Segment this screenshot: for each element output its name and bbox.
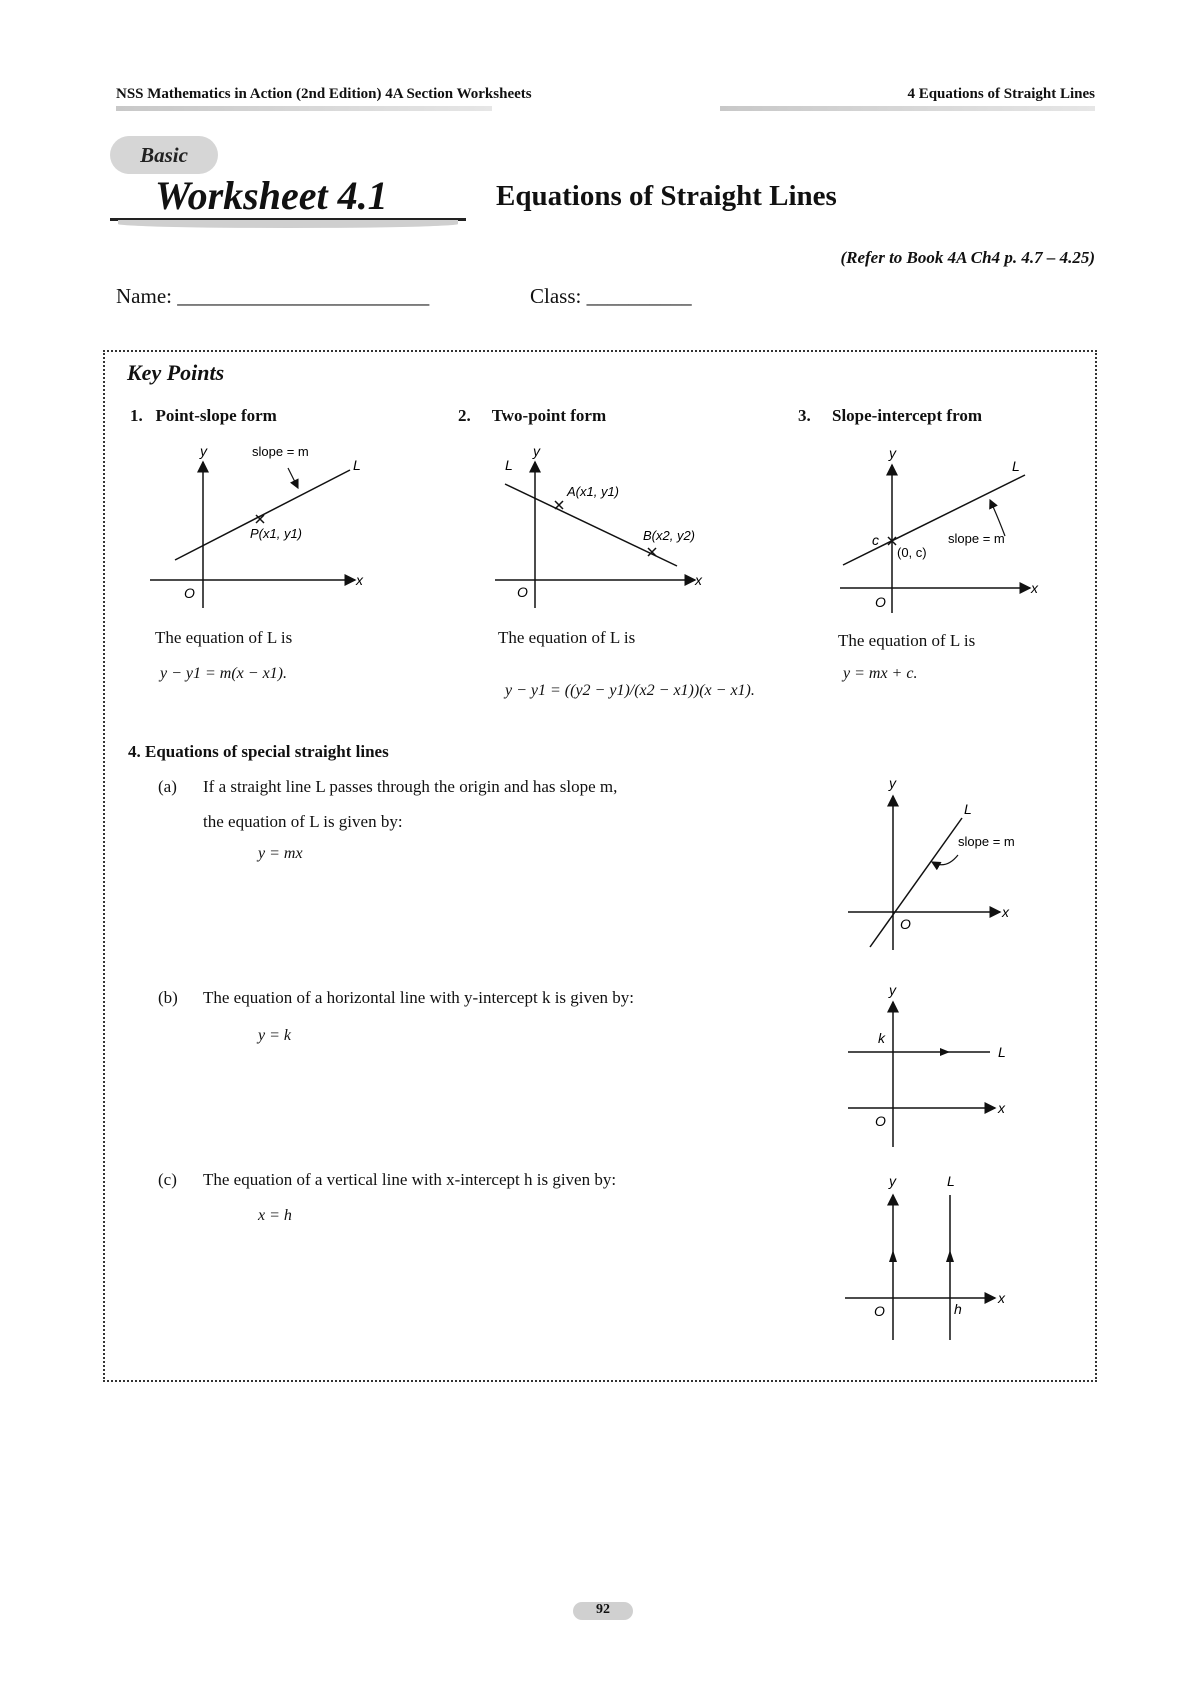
part-a-line2: the equation of L is given by: <box>203 812 403 831</box>
item-1-equation: y − y1 = m(x − x1). <box>160 665 288 682</box>
line-L-arrow <box>940 1048 950 1056</box>
line-L <box>843 475 1025 565</box>
origin-label: O <box>874 1303 885 1319</box>
slope-label: slope = m <box>252 444 309 459</box>
slope-arrow <box>288 468 298 488</box>
name-field[interactable]: Name: ________________________ <box>116 284 430 308</box>
origin-label: O <box>184 585 195 601</box>
part-a-line1: If a straight line L passes through the origin and has slope m, <box>203 777 618 796</box>
c-label: c <box>872 532 879 548</box>
page-number: 92 <box>596 1602 610 1617</box>
x-label: x <box>998 1100 1005 1116</box>
item-2-equation: y − y1 = ((y2 − y1)/(x2 − x1))(x − x1). <box>505 682 755 699</box>
horizontal-line-figure <box>840 980 1060 1150</box>
slope-label: slope = m <box>958 834 1015 849</box>
item-3-number: 3. <box>798 406 811 425</box>
item-2-title: Two-point form <box>491 406 607 425</box>
origin-label: O <box>875 1113 886 1129</box>
point-slope-figure <box>150 440 380 610</box>
L-label: L <box>998 1044 1006 1060</box>
line-L-arrow <box>946 1250 954 1262</box>
item-3-heading <box>798 406 982 426</box>
L-label: L <box>353 457 361 473</box>
y-label: y <box>533 443 540 459</box>
header-bar-left <box>116 106 492 111</box>
origin-label: O <box>875 594 886 610</box>
vertical-line-figure <box>840 1170 1060 1345</box>
y-label: y <box>889 775 896 791</box>
worksheet-title: Equations of Straight Lines <box>496 180 837 212</box>
item-3-intro: The equation of L is <box>838 631 976 650</box>
part-c-line1: The equation of a vertical line with x-intercept h is given by: <box>203 1170 617 1189</box>
slope-label: slope = m <box>948 531 1005 546</box>
item-1-intro: The equation of L is <box>155 628 293 647</box>
x-label: x <box>998 1290 1005 1306</box>
point-P-label: P(x1, y1) <box>250 526 303 541</box>
x-label: x <box>1031 580 1038 596</box>
origin-label: O <box>900 916 911 932</box>
x-label: x <box>695 572 702 588</box>
y-axis-mid-arrow <box>889 1250 897 1262</box>
point-B-label: B(x2, y2) <box>643 528 696 543</box>
line-L <box>175 470 350 560</box>
item-1-title: Point-slope form <box>155 406 277 425</box>
part-c-label: (c) <box>158 1170 177 1189</box>
item-3-title: Slope-intercept from <box>832 406 982 425</box>
y-label: y <box>889 1173 896 1189</box>
part-b-equation: y = k <box>258 1027 291 1044</box>
header-bar-right <box>720 106 1095 111</box>
item-2-heading <box>458 406 606 426</box>
worksheet-number: Worksheet 4.1 <box>155 173 388 218</box>
book-reference: (Refer to Book 4A Ch4 p. 4.7 – 4.25) <box>840 248 1095 267</box>
item-2-number: 2. <box>458 406 471 425</box>
item-3-equation: y = mx + c. <box>843 665 918 682</box>
line-L <box>870 818 962 947</box>
class-field[interactable]: Class: __________ <box>530 284 692 308</box>
part-b-label: (b) <box>158 988 178 1007</box>
point-A-label: A(x1, y1) <box>567 484 620 499</box>
key-points-title: Key Points <box>127 360 225 385</box>
L-label: L <box>1012 458 1020 474</box>
two-point-figure <box>495 440 725 610</box>
L-label: L <box>947 1173 955 1189</box>
title-shadow <box>118 220 458 228</box>
h-label: h <box>954 1301 962 1317</box>
y-label: y <box>889 982 896 998</box>
level-badge: Basic <box>110 136 218 174</box>
slope-arrow <box>932 855 958 865</box>
item-1-number: 1. <box>130 406 143 425</box>
part-a-equation: y = mx <box>258 845 303 862</box>
y-label: y <box>889 445 896 461</box>
item-1-heading <box>130 406 277 426</box>
part-a-label: (a) <box>158 777 177 796</box>
L-label: L <box>964 801 972 817</box>
L-label: L <box>505 457 513 473</box>
origin-label: O <box>517 584 528 600</box>
y-label: y <box>200 443 207 459</box>
k-label: k <box>878 1030 885 1046</box>
running-header-right: 4 Equations of Straight Lines <box>907 86 1095 102</box>
running-header-left: NSS Mathematics in Action (2nd Edition) 4A Section Worksheets <box>116 86 532 102</box>
slope-intercept-figure <box>835 440 1045 615</box>
item-2-intro: The equation of L is <box>498 628 636 647</box>
point-A-marker <box>555 501 563 509</box>
item-4-heading: 4. Equations of special straight lines <box>128 742 389 761</box>
part-b-line1: The equation of a horizontal line with y-intercept k is given by: <box>203 988 635 1007</box>
x-label: x <box>1002 904 1009 920</box>
origin-line-figure <box>840 772 1060 952</box>
part-c-equation: x = h <box>258 1207 292 1224</box>
x-label: x <box>356 572 363 588</box>
point-0c-label: (0, c) <box>897 545 927 560</box>
